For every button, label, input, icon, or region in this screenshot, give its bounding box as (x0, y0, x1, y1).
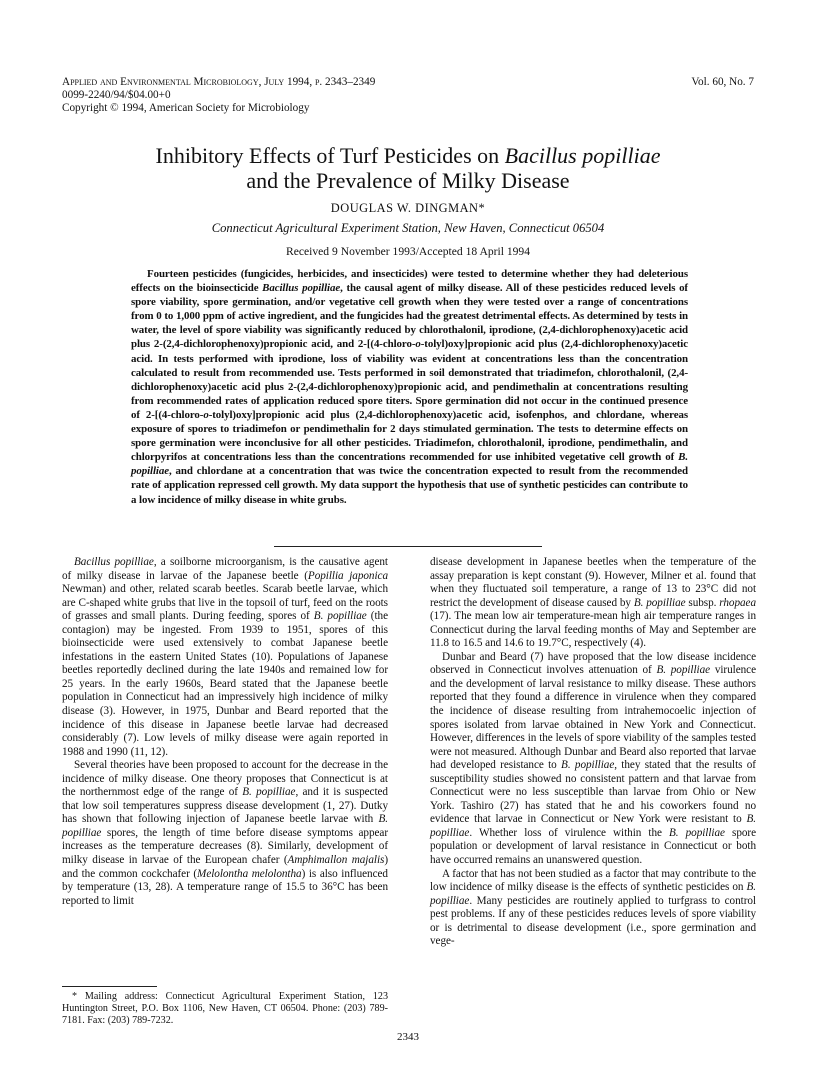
italic-term: B. popilliae (313, 610, 367, 623)
italic-term: Popillia japonica (307, 569, 388, 582)
author-name: DOUGLAS W. DINGMAN* (330, 201, 486, 215)
abstract-italic: o (203, 408, 209, 421)
journal-info (62, 76, 375, 114)
body-paragraph (62, 759, 388, 908)
abstract-italic: o (415, 338, 421, 351)
body-text: Dunbar and Beard (7) have proposed that the low disease incidence observed in Connecticut involves attenuation of (430, 650, 756, 677)
body-text: ) is also influenced by temperature (13, 28). A temperature range of 15.5 to 36°C has been reported to limit (62, 867, 388, 907)
abstract-text: -tolyl)oxy]propionic acid plus (2,4-dichlorophenoxy)acetic acid. In tests performed with iprodione, loss of viability was evident at concentrations less than the concentration calculated to result from recommended use. Tests performed in soil demonstrated that triadimefon, chlorothalonil, (2,4-dichlorophenoxy)acetic acid plus 2-(2,4-dichlorophenoxy)propionic acid, and pendimethalin at concentrations resulting from recommended rates of application reduced spore titers. Spore germination did not occur in the continued presence of 2-[(4-chloro- (131, 338, 688, 421)
body-text: A factor that has not been studied as a factor that may contribute to the low incidence of milky disease is the effects of synthetic pesticides on (430, 867, 756, 894)
title-organism: Bacillus popilliae (504, 143, 661, 168)
received-dates: Received 9 November 1993/Accepted 18 April 1994 (285, 245, 531, 258)
body-text: Newman) and other, related scarab beetles. Scarab beetle larvae, which are C-shaped white grubs that live in the topsoil of turf, feed on the roots of grasses and small plants. During feeding, spores of (62, 583, 388, 623)
italic-term: B. popilliae (633, 596, 686, 609)
italic-term: rhopaea (719, 596, 756, 609)
body-text: subsp. (685, 596, 720, 609)
title-line-2: and the Prevalence of Milky Disease (246, 167, 570, 193)
body-text: , and it is suspected that low soil temperatures suppress disease development (1, 27). Dutky has shown that following injection of Japanese beetle larvae with (62, 786, 388, 826)
author-affiliation: Connecticut Agricultural Experiment Station, New Haven, Connecticut 06504 (211, 221, 605, 235)
body-text: disease development in Japanese beetles when the temperature of the assay preparation is kept constant (9). However, Milner et al. found that when they fluctuated soil temperature, a range of 13 to 23°C did not restrict the development of disease caused by (430, 556, 756, 609)
italic-term: B. popilliae (561, 759, 615, 772)
italic-term: B. popilliae (62, 813, 388, 839)
footnote-mailing-address: * Mailing address: Connecticut Agricultural Experiment Station, 123 Huntington Street, P.O. Box 1106, New Haven, CT 06504. Phone: (203) 789-7181. Fax: (203) 789-7232. (62, 991, 388, 1027)
body-text: (17). The mean low air temperature-mean high air temperature ranges in Connecticut during the larval feeding months of May and September are 11.8 to 16.5 and 14.6 to 19.7°C, respectively (4). (430, 610, 756, 650)
body-column-right (430, 556, 756, 949)
title-text: Inhibitory Effects of Turf Pesticides on (155, 143, 505, 168)
body-text: , a soilborne microorganism, is the causative agent of milky disease in larvae of the Japanese beetle ( (62, 556, 388, 582)
page-number: 2343 (397, 1031, 419, 1043)
body-text: Several theories have been proposed to account for the decrease in the incidence of milky disease. One theory proposes that Connecticut is at the northernmost edge of the range of (62, 759, 388, 799)
body-text: virulence and the development of larval resistance to milky disease. These authors reported that they found a difference in virulence when they compared the incidence of disease resulting from intrahemocoelic injection of spores isolated from larvae obtained in New York and Connecticut. However, differences in the levels of spore viability of the samples tested were not measured. Although Dunbar and Beard also reported that larvae had developed resistance to (430, 664, 756, 772)
journal-citation: Applied and Environmental Microbiology, July 1994, p. 2343–2349 (62, 76, 376, 88)
abstract-text: , the causal agent of milky disease. All of these pesticides reduced levels of spore viability, spore germination, and/or vegetative cell growth when they were tested over a range of concentrations from 0 to 1,000 ppm of active ingredient, and the fungicides had the greatest detrimental effects. As determined by tests in water, the level of spore viability was significantly reduced by chlorothalonil, iprodione, (2,4-dichlorophenoxy)acetic acid plus 2-(2,4-dichlorophenoxy)propionic acid, and 2-[(4-chloro- (131, 282, 688, 351)
body-paragraph (430, 868, 756, 949)
section-divider (274, 546, 542, 547)
body-text: , they stated that the results of susceptibility studies showed no consistent pattern and that larvae from Connecticut were no less susceptible than larvae from Ohio or New York. Tashiro (27) has stated that he and his coworkers found no evidence that larvae in Connecticut or New York were resistant to (430, 759, 756, 826)
abstract-text: , and chlordane at a concentration that was twice the concentration expected to result from the recommended rate of application repressed cell growth. My data support the hypothesis that use of synthetic pesticides can contribute to a low incidence of milky disease in white grubs. (131, 465, 688, 506)
copyright-line: Copyright © 1994, American Society for Microbiology (62, 101, 310, 114)
footnote-divider (62, 986, 157, 987)
italic-term: B. popilliae (430, 881, 756, 907)
body-text: . Whether loss of virulence within the (469, 826, 669, 839)
italic-term: Bacillus popilliae (74, 556, 154, 568)
body-paragraph (430, 556, 756, 651)
italic-term: B. popilliae (430, 813, 756, 839)
abstract-italic: B. popilliae (131, 451, 688, 478)
abstract-text: -tolyl)oxy]propionic acid plus (2,4-dichlorophenoxy)acetic acid, isofenphos, and chlordane, whereas exposure of spores to triadimefon or pendimethalin for 2 days stimulated germination. The tests to determine effects on spore germination were inconclusive for all other pesticides. Triadimefon, chlorothalonil, iprodione, pendimethalin, and chlorpyrifos at concentrations less than the concentrations recommended for use inhibited vegetative cell growth of (131, 408, 688, 464)
abstract (131, 267, 688, 507)
italic-term: B. popilliae (656, 664, 711, 677)
italic-term: Amphimallon majalis (287, 854, 385, 867)
body-paragraph (430, 651, 756, 868)
body-column-left (62, 556, 388, 908)
italic-term: Melolontha melolontha (197, 867, 302, 880)
italic-term: B. popilliae (242, 786, 296, 799)
article-title (60, 144, 756, 193)
body-text: (the contagion) may be ingested. From 1939 to 1951, spores of this bioinsecticide were used extensively to combat Japanese beetle infestations in the eastern United States (10). Populations of Japanese beetles reportedly declined during the late 1940s and remained low for 25 years. In the early 1960s, Beard stated that the Japanese beetle population in Connecticut had an impressively high incidence of milky disease (3). However, in 1975, Dunbar and Beard reported that the incidence of this disease in Japanese beetle larvae had decreased considerably (7). Low levels of milky disease were again reported in 1988 and 1990 (11, 12). (62, 610, 388, 758)
body-paragraph (62, 556, 388, 759)
abstract-italic: Bacillus popilliae (262, 282, 341, 295)
italic-term: B. popilliae (669, 826, 725, 839)
body-text: spores, the length of time before disease symptoms appear increases as the temperature decreases (8). Similarly, development of milky disease in larvae of the European chafer ( (62, 826, 388, 867)
issn-line: 0099-2240/94/$04.00+0 (62, 88, 171, 101)
title-line-1 (60, 144, 756, 169)
body-text: spore population or development of larval resistance in Connecticut or both have occurred remains an unanswered question. (430, 826, 756, 867)
body-text: . Many pesticides are routinely applied to turfgrass to control pest problems. If any of these pesticides reduces levels of spore viability or is detrimental to disease development (i.e., spore germination and vege- (430, 894, 756, 948)
volume-issue: Vol. 60, No. 7 (691, 76, 754, 88)
abstract-text: Fourteen pesticides (fungicides, herbicides, and insecticides) were tested to determine whether they had deleterious effects on the bioinsecticide (131, 268, 688, 295)
body-text: ) and the common cockchafer ( (62, 854, 388, 880)
